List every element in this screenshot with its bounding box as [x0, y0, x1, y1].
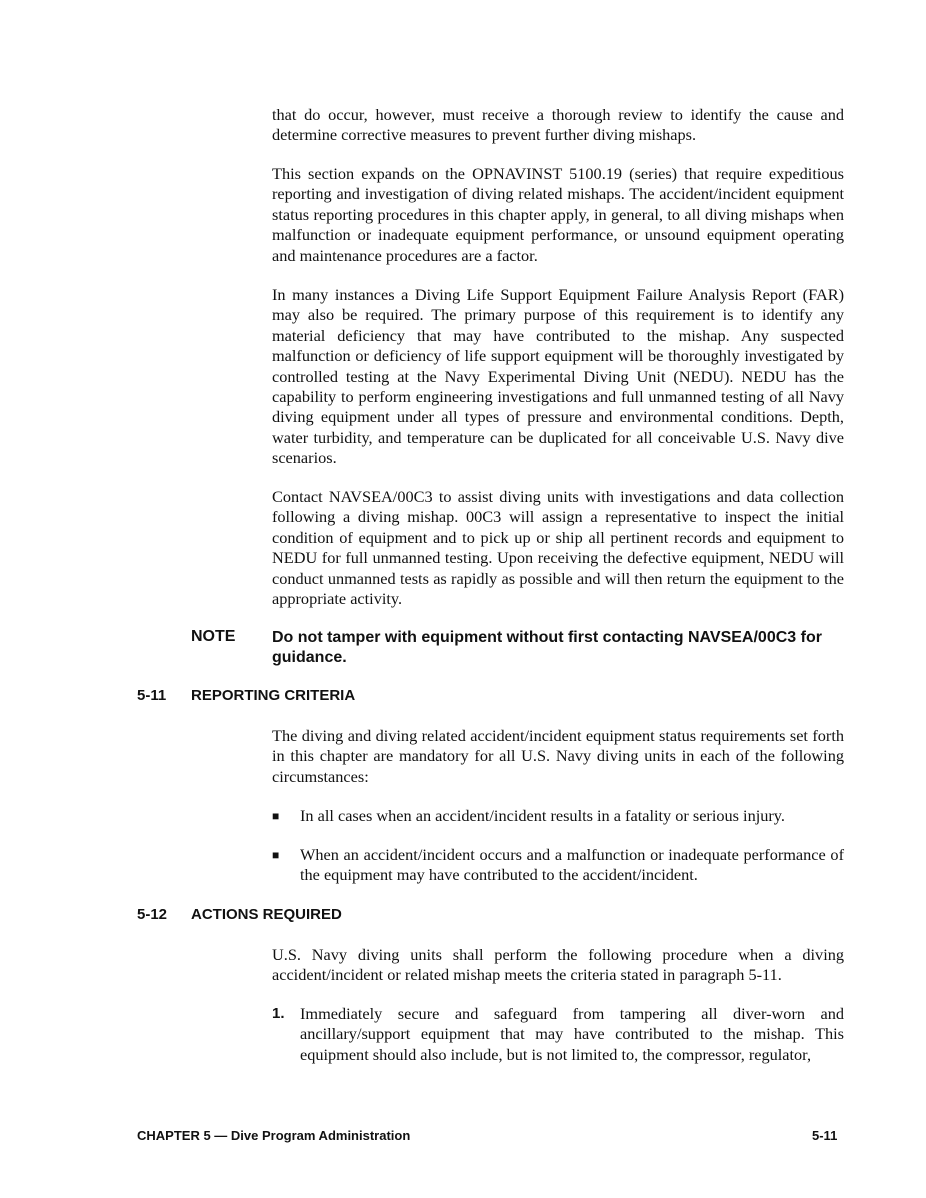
- section-511-title: REPORTING CRITERIA: [191, 687, 356, 704]
- item-text: Immediately secure and safeguard from tampering all diver-worn and ancillary/support equipment that may have contributed to the mishap. This equipment should also include, but is not limited to, the compressor, regulator,: [300, 1004, 844, 1064]
- paragraph-contact-navsea: Contact NAVSEA/00C3 to assist diving units with investigations and data collection following a diving mishap. 00C3 will assign a representative to inspect the initial condition of equipment and to pick up or ship all pertinent records and equipment to NEDU for full unmanned testing. Upon receiving the defective equipment, NEDU will conduct unmanned tests as rapidly as possible and will then return the equipment to the appropriate activity.: [272, 487, 844, 609]
- bullet-text: In all cases when an accident/incident results in a fatality or serious injury.: [300, 806, 785, 825]
- paragraph-continuation: that do occur, however, must receive a thorough review to identify the cause and determine corrective measures to prevent further diving mishaps.: [272, 105, 844, 145]
- bullet-text: When an accident/incident occurs and a malfunction or inadequate performance of the equipment may have contributed to the accident/incident.: [300, 845, 844, 885]
- paragraph-opnavinst: This section expands on the OPNAVINST 5100.19 (series) that require expeditious reporting and investigation of diving related mishaps. The accident/incident equipment status reporting procedures in this chapter apply, in general, to all diving mishaps when malfunction or inadequate equipment performance, or unsound equipment operating and maintenance procedures are a factor.: [272, 164, 844, 265]
- section-511-number: 5-11: [137, 687, 167, 704]
- item-number: 1.: [272, 1005, 285, 1022]
- section-512-number: 5-12: [137, 906, 168, 923]
- bullet-square-icon: ■: [272, 809, 280, 823]
- note-text: Do not tamper with equipment without first contacting NAVSEA/00C3 for guidance.: [272, 629, 822, 667]
- list-item: [272, 845, 844, 886]
- bullet-square-icon: ■: [272, 848, 280, 862]
- section-512-title: ACTIONS REQUIRED: [191, 906, 342, 923]
- list-item: [272, 1004, 844, 1065]
- note-label: NOTE: [191, 628, 236, 645]
- list-item: [272, 806, 844, 826]
- section-512-intro: U.S. Navy diving units shall perform the following procedure when a diving accident/incident or related mishap meets the criteria stated in paragraph 5-11.: [272, 945, 844, 985]
- footer-page-number: 5-11: [812, 1128, 838, 1143]
- section-511-intro: The diving and diving related accident/incident equipment status requirements set forth in this chapter are mandatory for all U.S. Navy diving units in each of the following circumstances:: [272, 726, 844, 786]
- footer-chapter: CHAPTER 5 — Dive Program Administration: [137, 1128, 411, 1143]
- paragraph-far: In many instances a Diving Life Support Equipment Failure Analysis Report (FAR) may also be required. The primary purpose of this requirement is to identify any material deficiency that may have contributed to the mishap. Any suspected malfunction or deficiency of life support equipment will be thoroughly investigated by controlled testing at the Navy Experimental Diving Unit (NEDU). NEDU has the capability to perform engineering investigations and full unmanned testing of all Navy diving equipment under all types of pressure and environmental conditions. Depth, water turbidity, and temperature can be duplicated for all conceivable U.S. Navy dive scenarios.: [272, 285, 844, 468]
